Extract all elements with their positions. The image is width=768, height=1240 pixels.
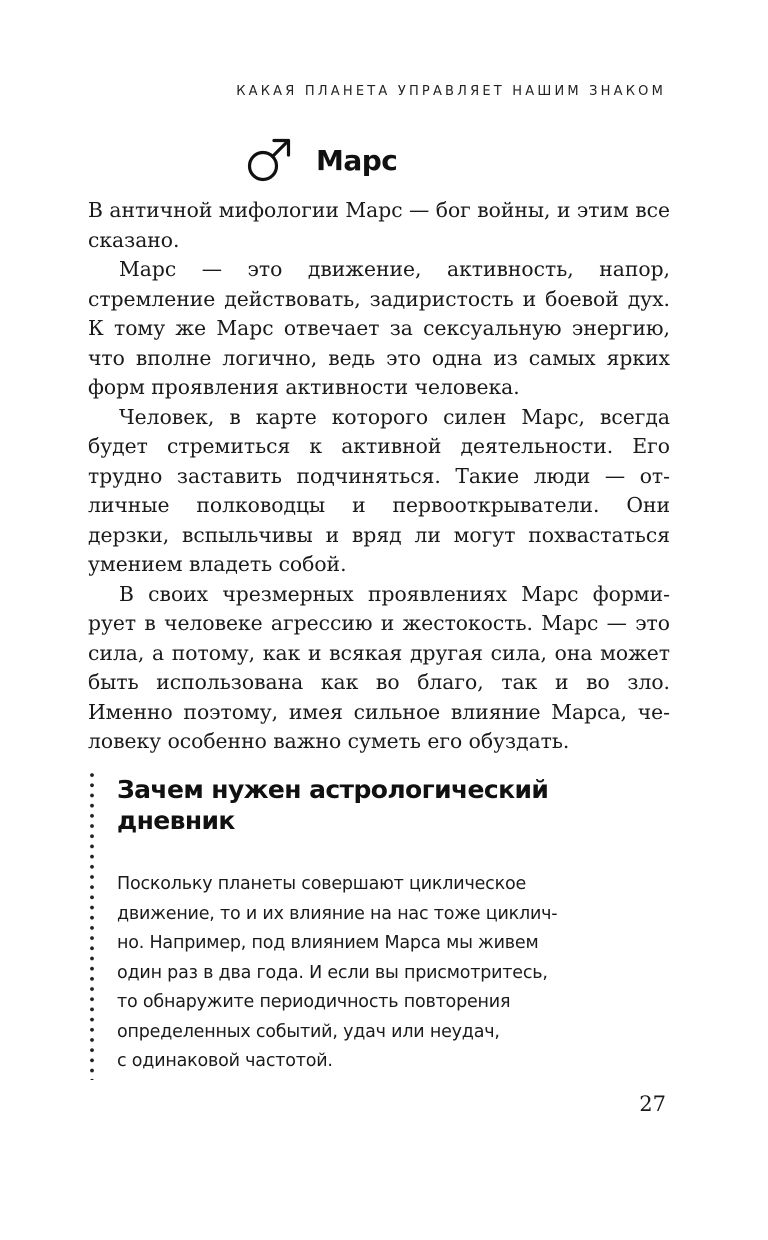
paragraph: В своих чрезмерных проявлениях Марс формирует в человеке агрессию и жестокость. Марс — это сила, а потому, как и всякая другая сила, она может быть использована как во благо, так и во зло. Именно поэтому, имея сильное влияние Марса, человеку особенно важно суметь его обуздать. xyxy=(88,581,670,753)
paragraph: В античной мифологии Марс — бог войны, и этим все сказано. xyxy=(88,198,671,252)
paragraph: Человек, в карте которого силен Марс, всегда будет стремиться к активной деятельности. Его трудно заставить подчиняться. Такие люди — отличные полководцы и первооткрыватели. Они дерзки, вспыльчивы и вряд ли могут похвастаться умением владеть собой. xyxy=(88,404,670,576)
mars-symbol-icon xyxy=(244,135,294,185)
page-number: 27 xyxy=(639,1092,666,1116)
sidebar-box xyxy=(84,770,684,1080)
sidebar-text: Поскольку планеты совершают циклическое движение, то и их влияние на нас тоже циклич- но. Например, под влиянием Марса мы живем один раз в два года. И если вы присмотритесь, то обнаружите периодичность повторения определенных событий, удач или неудач, с одинаковой частотой. xyxy=(117,874,558,1071)
paragraph: Марс — это движение, активность, напор, стремление действовать, задиристость и боевой дух. К тому же Марс отвечает за сексуальную энергию, что вполне логично, ведь это одна из самых ярких форм проявления активности человека. xyxy=(88,257,670,399)
section-heading xyxy=(244,135,397,185)
sidebar-title: Зачем нужен астрологический дневник xyxy=(117,775,549,835)
main-text xyxy=(88,196,670,757)
running-head: КАКАЯ ПЛАНЕТА УПРАВЛЯЕТ НАШИМ ЗНАКОМ xyxy=(236,84,666,99)
dotted-border xyxy=(90,770,94,1080)
section-title: Марс xyxy=(316,143,398,177)
